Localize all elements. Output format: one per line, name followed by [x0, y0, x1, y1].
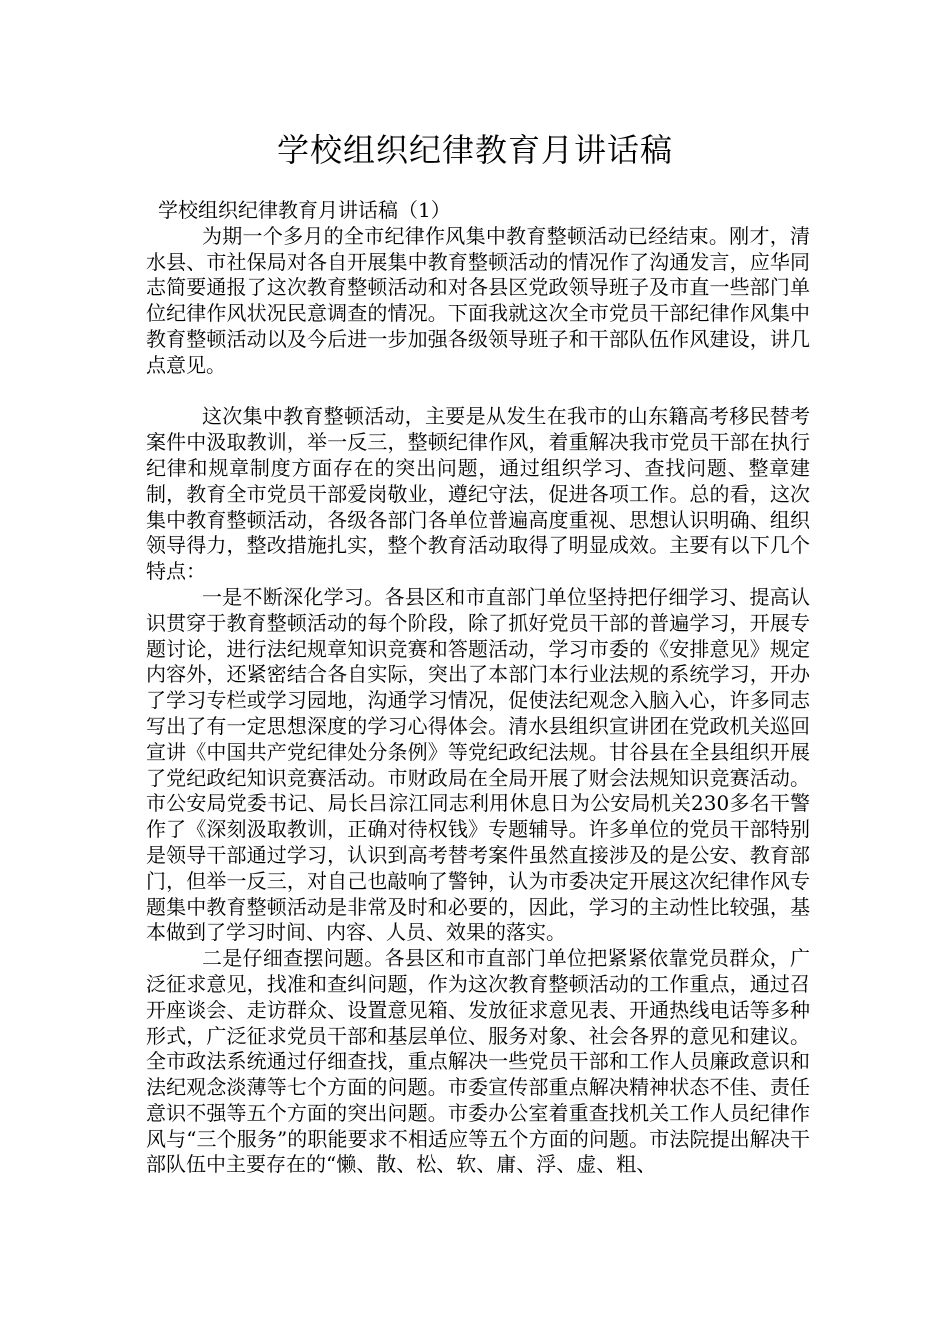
document-body	[146, 198, 810, 1178]
document-title: 学校组织纪律教育月讲话稿	[276, 131, 673, 169]
paragraph-point-one: 一是不断深化学习。各县区和市直部门单位坚持把仔细学习、提高认识贯穿于教育整顿活动的每个阶段，除了抓好党员干部的普遍学习，开展专题讨论，进行法纪规章知识竞赛和答题活动，学习市委的《安排意见》规定内容外，还紧密结合各自实际，突出了本部门本行业法规的系统学习，开办了学习专栏或学习园地，沟通学习情况，促使法纪观念入脑入心，许多同志写出了有一定思想深度的学习心得体会。清水县组织宣讲团在党政机关巡回宣讲《中国共产党纪律处分条例》等党纪政纪法规。甘谷县在全县组织开展了党纪政纪知识竞赛活动。市财政局在全局开展了财会法规知识竞赛活动。市公安局党委书记、局长吕淙江同志利用休息日为公安局机关230多名干警作了《深刻汲取教训，正确对待权钱》专题辅导。许多单位的党员干部特别是领导干部通过学习，认识到高考替考案件虽然直接涉及的是公安、教育部门，但举一反三，对自己也敲响了警钟，认为市委决定开展这次纪律作风专题集中教育整顿活动是非常及时和必要的，因此，学习的主动性比较强，基本做到了学习时间、内容、人员、效果的落实。	[146, 584, 810, 945]
section-heading: 学校组织纪律教育月讲话稿（1）	[158, 198, 451, 222]
paragraph-intro: 为期一个多月的全市纪律作风集中教育整顿活动已经结束。刚才，清水县、市社保局对各自开展集中教育整顿活动的情况作了沟通发言，应华同志简要通报了这次教育整顿活动和对各县区党政领导班子及市直一些部门单位纪律作风状况民意调查的情况。下面我就这次全市党员干部纪律作风集中教育整顿活动以及今后进一步加强各级领导班子和干部队伍作风建设，讲几点意见。	[146, 223, 810, 377]
paragraph-point-two: 二是仔细查摆问题。各县区和市直部门单位把紧紧依靠党员群众，广泛征求意见，找准和查纠问题，作为这次教育整顿活动的工作重点，通过召开座谈会、走访群众、设置意见箱、发放征求意见表、开通热线电话等多种形式，广泛征求党员干部和基层单位、服务对象、社会各界的意见和建议。全市政法系统通过仔细查找，重点解决一些党员干部和工作人员廉政意识和法纪观念淡薄等七个方面的问题。市委宣传部重点解决精神状态不佳、责任意识不强等五个方面的突出问题。市委办公室着重查找机关工作人员纪律作风与“三个服务”的职能要求不相适应等五个方面的问题。市法院提出解决干部队伍中主要存在的“懒、散、松、软、庸、浮、虚、粗、	[146, 946, 810, 1177]
paragraph-overview: 这次集中教育整顿活动，主要是从发生在我市的山东籍高考移民替考案件中汲取教训，举一反三，整顿纪律作风，着重解决我市党员干部在执行纪律和规章制度方面存在的突出问题，通过组织学习、查找问题、整章建制，教育全市党员干部爱岗敬业，遵纪守法，促进各项工作。总的看，这次集中教育整顿活动，各级各部门各单位普遍高度重视、思想认识明确、组织领导得力，整改措施扎实，整个教育活动取得了明显成效。主要有以下几个特点：	[146, 404, 810, 584]
